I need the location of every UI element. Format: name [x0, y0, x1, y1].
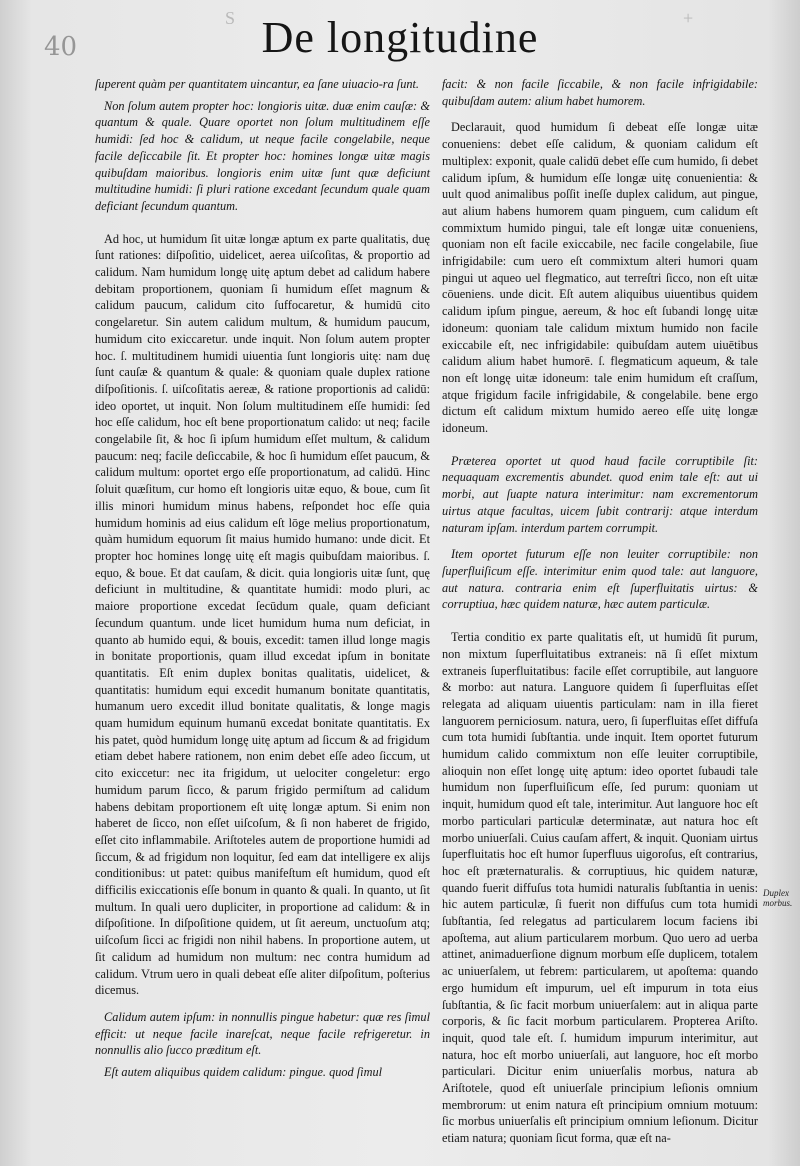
- text-paragraph: Declarauit, quod humidum ſi debeat eſſe longæ uitæ conueniens: debet eſſe calidum, & quoniam calidum eſt multiplex: exponit, quale calidū debet eſſe cum humido, ſi debet calidum ipſum, & humidum eſſe longæ uitę conuenientia: & uult quod animalibus poſſit ineſſe duplex calidum, aut pingue, aut alium habens humorem quam pinguem, cum calidum eſt commixtum humido pingui, tale eſt longæ uitæ conueniens, quoniam non eſt facile exiccabile, nec facile congelabile, ſiue infrigidabile: cum uero eſt commixtum alteri humori quam pingui ut aqueo uel flegmatico, aut terreſtri ſicco, non eſt uitæ cōueniens. unde dicit. Eſt autem aliquibus uiuentibus quidem calidum ipſum pingue, aereum, & hoc eſt ſubandi longę uitæ idoneum: quoniam tale calidum mixtum humido non facile exiccabile eſt, nec infrigidabile: quibuſdam autem uiuētibus calidum alium habet humorē. ſ. flegmaticum aqueum, & tale non eſt longę uitæ idoneum: tale enim humidum eſt craſſum, atque frigidum facile infrigidabile, & congelabile. bene ergo dictum eſt calidum mixtum humido aereo eſſe uitę longæ idoneum.: [442, 120, 758, 436]
- text-paragraph: Non ſolum autem propter hoc: longioris uitæ. duæ enim cauſæ: & quantum & quale. Quare oportet non ſolum multitudinem eſſe humidi: ſed hoc & calidum, ut neque facile congelabile, neque facile deſiccabile ſit. Et propter hoc: homines longæ uitæ magis quibuſdam maioribus. longioris enim uitæ ſunt quæ deficiunt multitudine humidi: ſi pluri ratione excedant ſecundum quale quam deficiant ſecundum quantum.: [95, 98, 430, 213]
- text-paragraph: Ad hoc, ut humidum ſit uitæ longæ aptum ex parte qualitatis, duę ſunt rationes: diſpoſitio, uidelicet, aerea uiſcoſitas, & proportio ad calidum. Nam humidum longę uitę aptum debet ad calidum habere debitam proportionem, quoniam ſi humidum eſſet magnum & calidum paucum, calidum cito ſuffocaretur, & humidū cito congelaretur. Sin autem calidum multum, & humidum paucum, humidum cito exiccaretur. unde inquit. Non ſolum autem propter hoc. ſ. multitudinem humidi uiuentia ſunt longioris uitę: nam duę ſunt cauſæ & quantum & quale: & quoniam quale duplex ratione diſpoſitionis. ſ. uiſcoſitatis aereæ, & ratione proportionis ad calidū: ideo oportet, ut inquit. Non ſolum multitudinem eſſe humidi: ſed hoc eſſe calidum, hoc eſt bene proportionatum calido: ut neq; facile congelabile ſit, & hoc ſi ipſum humidum eſſet multum, & calidum paucum: neq; facile deſiccabile, & hoc ſi humidum eſſet paucum, & calidum multum: oportet ergo eſſe proportionatum, ad calidū. Hinc ſoluit quæſitum, cur homo eſt longioris uitæ equo, & boue, cum ſit illis minori humidum minus habens, reſpondet hoc eſſe quia humidum hominis ad eius calidum eſt lōge melius proportionatum, quàm humidum equorum ſit maius humido humano: unde dicit. Et propter hoc homines longę uitę eſt magis quibuſdam maioribus. ſ. equo, & boue. Et dat cauſam, & dicit. quia longioris uitæ ſunt, quę deficiunt in multitudine, & quantitate humidi: modo pluri, ac maiore proportione excedat ſecūdum quale, quam deficiant ſecundum quantum. unde licet humidum huma num deficiat, in quanto ab humido equi, & bouis, excedit: tamen illud longe magis in bonitate proportionis, quam illud excedat ipſum in bonitate quantitatis. Eſt enim duplex bonitas qualitatis, uidelicet, & quantitatis: humidum equi excedit humanum bonitate quantitatis, humanum uero excedit illud bonitate qualitatis, & longe magis quam humidum equinum humanū excedat bonitate quantitatis. Ex his patet, quòd humidum longę uitę aptum ad ſiccum & ad frigidum etiam debet habere rationem, non enim debet eſſe adeo ſiccum, ut cito exiccetur: nec ita frigidum, ut uelociter congeletur: ergo humidum parum ſicco, & parum frigido permiſtum ad calidum habens debitam proportionem eſt uitę longæ aptum. Si enim non haberet de ſicco, non eſſet uiſcoſum, & ſi non haberet de frigido, eſſet cito inflammabile. Ariſtoteles autem de proportione humidi ad ſiccum, & ad frigidum non loquitur, ſed eam dat intelligere ex alijs conditionibus: ut patet: quibus manifeſtum eſt humidum, quod eſt difficilis exiccationis eſſe bonum in quanto & quali. In quanto, ut ſit multum. In quali uero dupliciter, in proportione ad calidum: & in diſpoſitione. In diſpoſitione quidem, ut ſit aereum, unctuoſum atq; uiſcoſum ſicci ac frigidi non nihil habens. In proportione autem, ut ſit calidum ad humidum non multum: nec contra humidum ad calidum. Vtrum uero in quali debeat eſſe aliter diſpoſitum, poſterius dicemus.: [95, 231, 430, 998]
- text-paragraph: facit: & non facile ſiccabile, & non facile infrigidabile: quibuſdam autem: alium habet humorem.: [442, 77, 758, 108]
- folio-number: 40: [44, 32, 78, 62]
- text-paragraph: ſuperent quàm per quantitatem uincantur, ea ſane uiuacio-ra ſunt.: [95, 77, 420, 91]
- text-paragraph: Præterea oportet ut quod haud facile corruptibile ſit: nequaquam excrementis abundet. quod enim tale eſt: aut ui morbi, aut ſuapte natura interimitur: nam excrementorum uirtus atque facultas, uicem ſubit contrarij: atque interdum naturam ipſam. interdum partem corrumpit.: [442, 453, 758, 535]
- right-column: [442, 76, 758, 1147]
- margin-note: Duplex morbus.: [763, 888, 793, 908]
- text-paragraph: Eſt autem aliquibus quidem calidum: pingue. quod ſimul: [104, 1065, 383, 1080]
- page-title: De longitudine: [261, 13, 539, 62]
- left-column: [95, 76, 430, 1081]
- bleed-through-mark: +: [683, 8, 694, 28]
- text-paragraph: Item oportet futurum eſſe non leuiter corruptibile: non ſuperfluiſicum eſſe. interimitur enim quod tale: aut languore, aut natura. contraria enim eſt ſuperfluitatis uirtus: & corruptiua, hæc quidem naturæ, hæc autem particulæ.: [442, 547, 758, 612]
- bleed-through-mark: S: [225, 8, 236, 28]
- text-paragraph: Calidum autem ipſum: in nonnullis pingue habetur: quæ res ſimul efficit: ut neque facile inareſcat, neque facile refrigeretur. in nonnullis alio ſucco præditum eſt.: [95, 1009, 430, 1058]
- text-paragraph: Tertia conditio ex parte qualitatis eſt, ut humidū ſit purum, non mixtum ſuperfluitatibus extraneis: nā ſi eſſet mixtum extraneis ſuperfluitatibus: facile eſſet corruptibile, aut languore & morbo: aut natura. Languore quidem ſi ſuperfluitas eſſet relegata ad aliquam uiuentis particulam: nam in illa fieret languorem perniciosum. natura, uero, ſi ſuperfluitas eſſet diffuſa cum tota humidi ſubſtantia. unde inquit. Item oportet futurum humidum calido commixtum non eſſe leuiter corruptibile, alioquin non eſſet longę uitę aptum: ideo oportet ſubaudi tale humidum non ſuperfluiſicum eſſe, ſed purum: quoniam ut inquit, humidum quod eſt tale, interimitur. Aut languore hoc eſt morbo particulari particulæ determinatæ, aut natura hoc eſt morbo uniuerſali. Cuius cauſam affert, & inquit. Quoniam uirtus ſuperfluitatis hoc eſt humor ſuperfluus uigoroſus, eſt contrarius, hoc eſt præternaturalis. & corruptiuus, hic quidem naturæ, quando fuerit diffuſus tota humidi naturalis ſubſtantia in uenis: hic autem particulæ, ſi fuerit non diffuſus cum tota humidi ſubſtantia, ſed relegatus ad particularem locum faciens ibi apoſtema, aut alium particularem morbum. Quo uero ad uerba attinet, animaduerſione dignum morbum eſſe duplicem, totalem ac uniuerſalem, ut febrem: particularem, ut apoſtema: quando ergo humidum eſt impurum, uel eſt impurum in tota eius ſubſtantia, & ſic facit morbum uniuerſalem: aut in aliqua parte corporis, & ſic facit morbum particularem. Propterea Ariſto. inquit, quod tale eſt. ſ. humidum impurum interimitur, aut natura, hoc eſt morbo uniuerſali, aut languore, hoc eſt morbo particulari. Dicitur enim uniuerſalis morbus, natura ab Ariſtotele, quod eſt uniuerſale principium leſionis omnium membrorum: ut enim natura eſt principium omnium motuum: ſic morbus uniuerſalis eſt principium omnium leſionum. Dicitur etiam natura; quoniam ſicut forma, quæ eſt na-: [442, 630, 758, 1146]
